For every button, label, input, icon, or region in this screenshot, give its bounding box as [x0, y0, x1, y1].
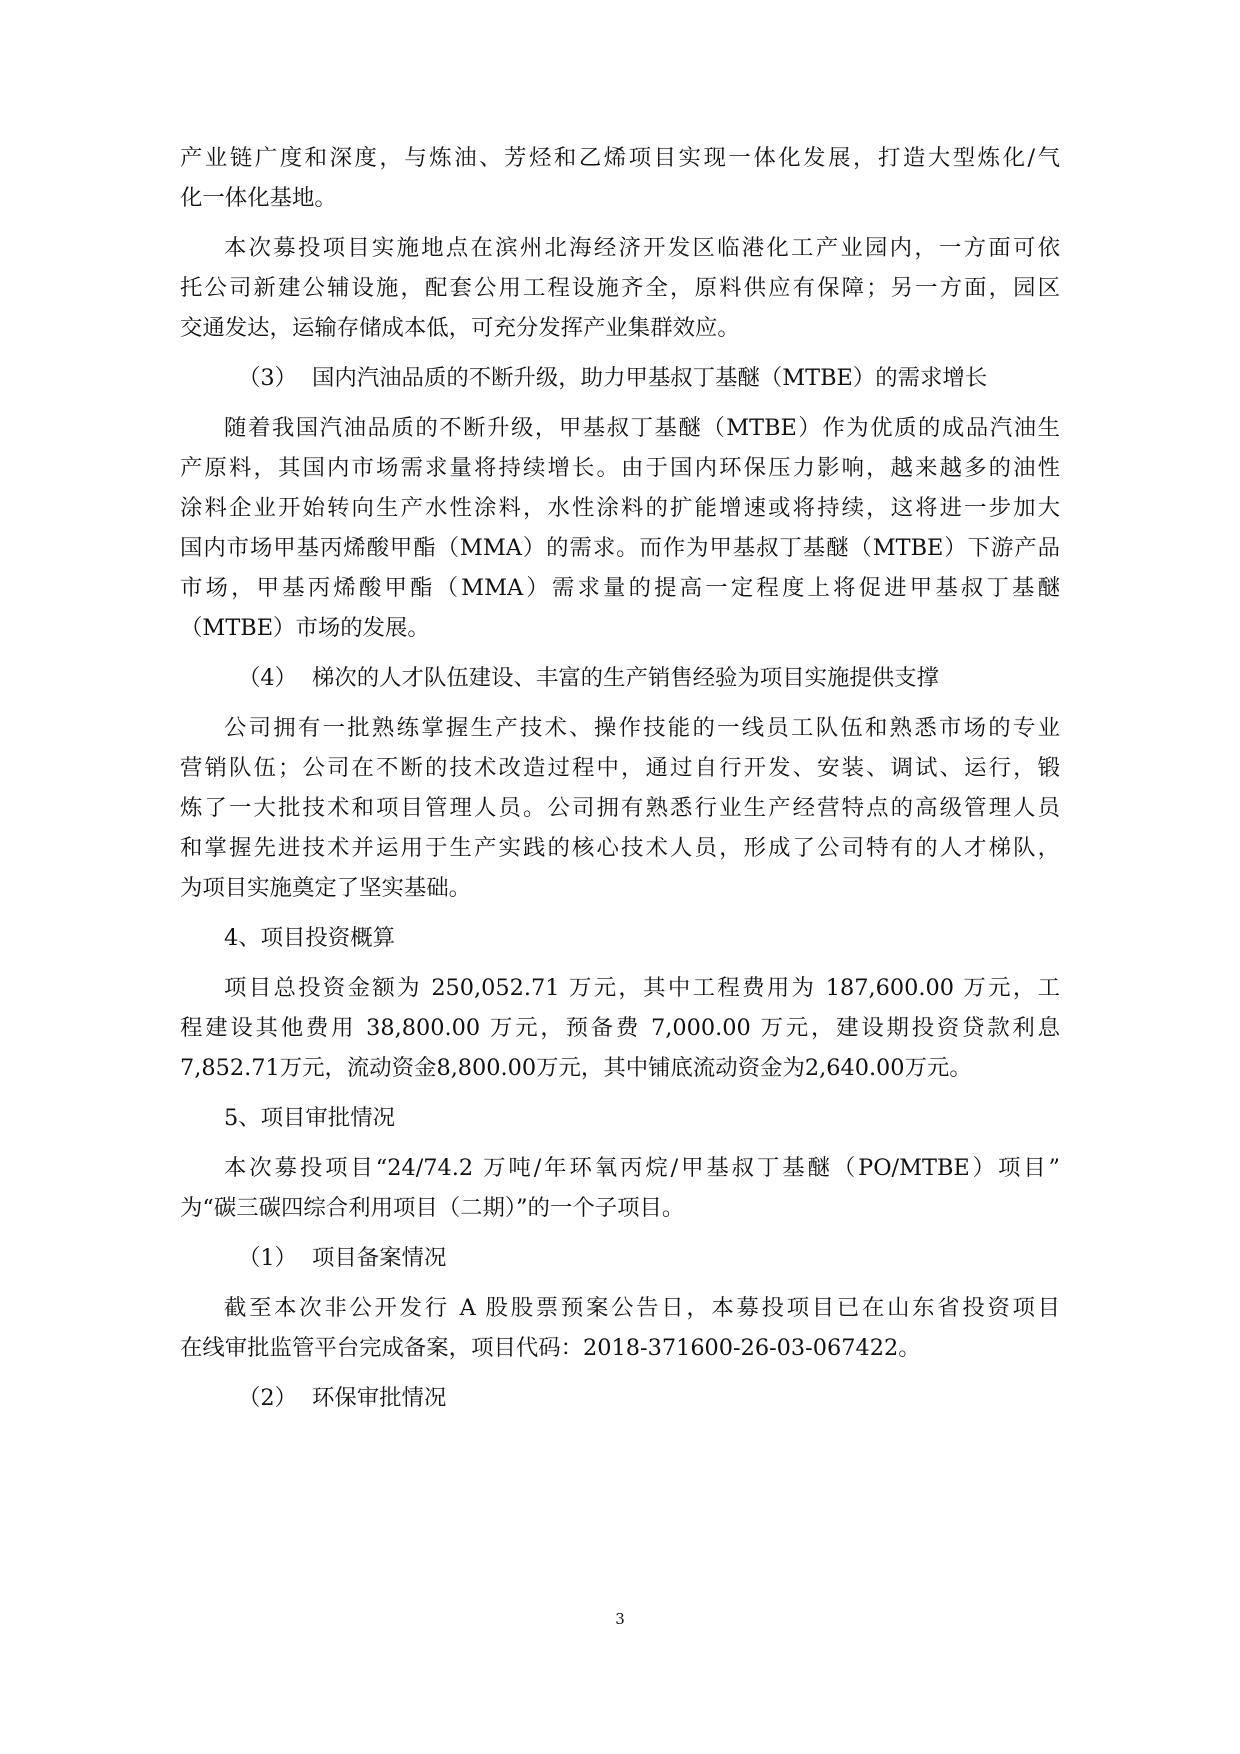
subheading-text: 梯次的人才队伍建设、丰富的生产销售经验为项目实施提供支撑 [312, 665, 939, 691]
document-body [180, 138, 1060, 1418]
paragraph-line: 交通发达，运输存储成本低，可充分发挥产业集群效应。 [180, 315, 740, 341]
paragraph-line: 产业链广度和深度，与炼油、芳烃和乙烯项目实现一体化发展，打造大型炼化/气 [180, 145, 1060, 171]
paragraph-line: （MTBE）市场的发展。 [180, 615, 430, 641]
subheading-number: （1） [238, 1245, 298, 1271]
subheading-number: （2） [238, 1385, 298, 1411]
paragraph-line: 为项目实施奠定了坚实基础。 [180, 875, 472, 901]
paragraph-line: 市场，甲基丙烯酸甲酯（MMA）需求量的提高一定程度上将促进甲基叔丁基醚 [180, 575, 1060, 601]
paragraph-line: 本次募投项目“24/74.2 万吨/年环氧丙烷/甲基叔丁基醚（PO/MTBE）项目” [224, 1155, 1060, 1181]
subheading [180, 1378, 1060, 1418]
paragraph-line: 化一体化基地。 [180, 185, 337, 211]
paragraph-line: 产原料，其国内市场需求量将持续增长。由于国内环保压力影响，越来越多的油性 [180, 455, 1060, 481]
subheading [180, 658, 1060, 698]
subheading [180, 1238, 1060, 1278]
page-number: 3 [615, 1610, 625, 1628]
subheading-text: 环保审批情况 [312, 1385, 447, 1411]
paragraph-line: 随着我国汽油品质的不断升级，甲基叔丁基醚（MTBE）作为优质的成品汽油生 [224, 415, 1060, 441]
section-heading: 5、项目审批情况 [224, 1105, 395, 1131]
paragraph-line: 托公司新建公辅设施，配套公用工程设施齐全，原料供应有保障；另一方面，园区 [180, 275, 1060, 301]
paragraph-line: 和掌握先进技术并运用于生产实践的核心技术人员，形成了公司特有的人才梯队， [180, 835, 1060, 861]
subheading-text: 国内汽油品质的不断升级，助力甲基叔丁基醚（MTBE）的需求增长 [312, 365, 988, 391]
paragraph-line: 项目总投资金额为 250,052.71 万元，其中工程费用为 187,600.00 万元，工 [224, 975, 1060, 1001]
paragraph-line: 在线审批监管平台完成备案，项目代码：2018-371600-26-03-067422。 [180, 1335, 921, 1361]
paragraph-line: 涂料企业开始转向生产水性涂料，水性涂料的扩能增速或将持续，这将进一步加大 [180, 495, 1060, 521]
subheading-number: （3） [238, 365, 298, 391]
paragraph-line: 炼了一大批技术和项目管理人员。公司拥有熟悉行业生产经营特点的高级管理人员 [180, 795, 1060, 821]
paragraph-line: 营销队伍；公司在不断的技术改造过程中，通过自行开发、安装、调试、运行，锻 [180, 755, 1060, 781]
paragraph-line: 为“碳三碳四综合利用项目（二期）”的一个子项目。 [180, 1195, 685, 1221]
section-heading: 4、项目投资概算 [224, 925, 395, 951]
subheading-number: （4） [238, 665, 298, 691]
paragraph-line: 本次募投项目实施地点在滨州北海经济开发区临港化工产业园内，一方面可依 [224, 235, 1060, 261]
paragraph-line: 程建设其他费用 38,800.00 万元，预备费 7,000.00 万元，建设期投资贷款利息 [180, 1015, 1060, 1041]
paragraph-line: 7,852.71万元，流动资金8,800.00万元，其中铺底流动资金为2,640.00万元。 [180, 1055, 972, 1081]
subheading [180, 358, 1060, 398]
paragraph-line: 国内市场甲基丙烯酸甲酯（MMA）的需求。而作为甲基叔丁基醚（MTBE）下游产品 [180, 535, 1060, 561]
subheading-text: 项目备案情况 [312, 1245, 447, 1271]
paragraph-line: 公司拥有一批熟练掌握生产技术、操作技能的一线员工队伍和熟悉市场的专业 [224, 715, 1060, 741]
paragraph-line: 截至本次非公开发行 A 股股票预案公告日，本募投项目已在山东省投资项目 [224, 1295, 1060, 1321]
